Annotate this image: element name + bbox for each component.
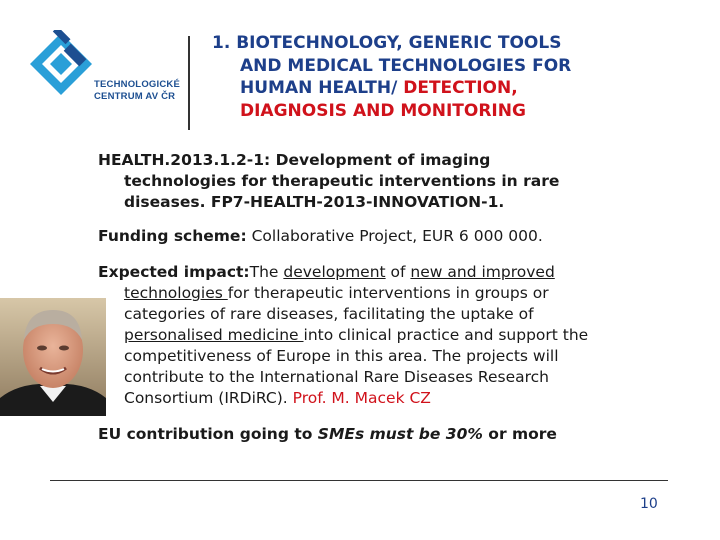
footer-divider: [50, 480, 668, 481]
impact-label: Expected impact:: [98, 263, 250, 281]
impact-text: The: [249, 263, 284, 281]
person-name: Prof. M. Macek CZ: [292, 389, 431, 407]
eu-emphasis: SMEs must be 30%: [317, 425, 483, 443]
title-line-1: 1. BIOTECHNOLOGY, GENERIC TOOLS: [212, 33, 562, 53]
eu-contribution: [98, 424, 698, 445]
topic-line-2: technologies for therapeutic interventions in rare: [124, 172, 560, 190]
portrait-photo: [0, 298, 106, 416]
topic-paragraph: [98, 150, 698, 213]
tc-logo: [28, 30, 188, 110]
title-line-3: [212, 77, 672, 100]
impact-text: into clinical practice and support the: [303, 326, 589, 344]
slide-title: [212, 32, 672, 122]
impact-line-6: contribute to the International Rare Diseases Research: [124, 368, 549, 386]
impact-underline: technologies: [124, 284, 228, 302]
impact-line-3: categories of rare diseases, facilitating the uptake of: [124, 305, 534, 323]
title-line-3-text: HUMAN HEALTH/: [240, 78, 404, 98]
impact-text: Consortium (IRDiRC).: [124, 389, 293, 407]
topic-line-3: diseases. FP7-HEALTH-2013-INNOVATION-1.: [124, 193, 505, 211]
impact-paragraph: [98, 262, 698, 409]
title-line-4: DIAGNOSIS AND MONITORING: [240, 100, 526, 121]
topic-line-1: HEALTH.2013.1.2-1: Development of imaging: [98, 151, 491, 169]
funding-text: Collaborative Project, EUR 6 000 000.: [246, 227, 543, 245]
title-divider: [188, 36, 190, 130]
impact-text: of: [385, 263, 411, 281]
logo-line-2: CENTRUM AV ČR: [94, 91, 176, 102]
funding-label: Funding scheme:: [98, 227, 247, 245]
funding-paragraph: [98, 226, 698, 247]
eu-text: or more: [482, 425, 557, 443]
impact-line-4: [98, 325, 698, 346]
logo-line-1: TECHNOLOGICKÉ: [94, 79, 180, 90]
title-highlight: DETECTION,: [403, 78, 518, 98]
impact-line-5: competitiveness of Europe in this area. The projects will: [124, 347, 559, 365]
title-line-2: AND MEDICAL TECHNOLOGIES FOR: [240, 55, 572, 76]
tc-logo-icon: [28, 30, 98, 110]
impact-underline: new and improved: [410, 263, 555, 281]
impact-underline: development: [283, 263, 386, 281]
impact-text: for therapeutic interventions in groups or: [227, 284, 549, 302]
impact-line-2: [98, 283, 698, 304]
eu-text: EU contribution going to: [98, 425, 318, 443]
page-number: 10: [640, 496, 658, 512]
impact-line-7: [98, 388, 698, 409]
impact-underline: personalised medicine: [124, 326, 304, 344]
